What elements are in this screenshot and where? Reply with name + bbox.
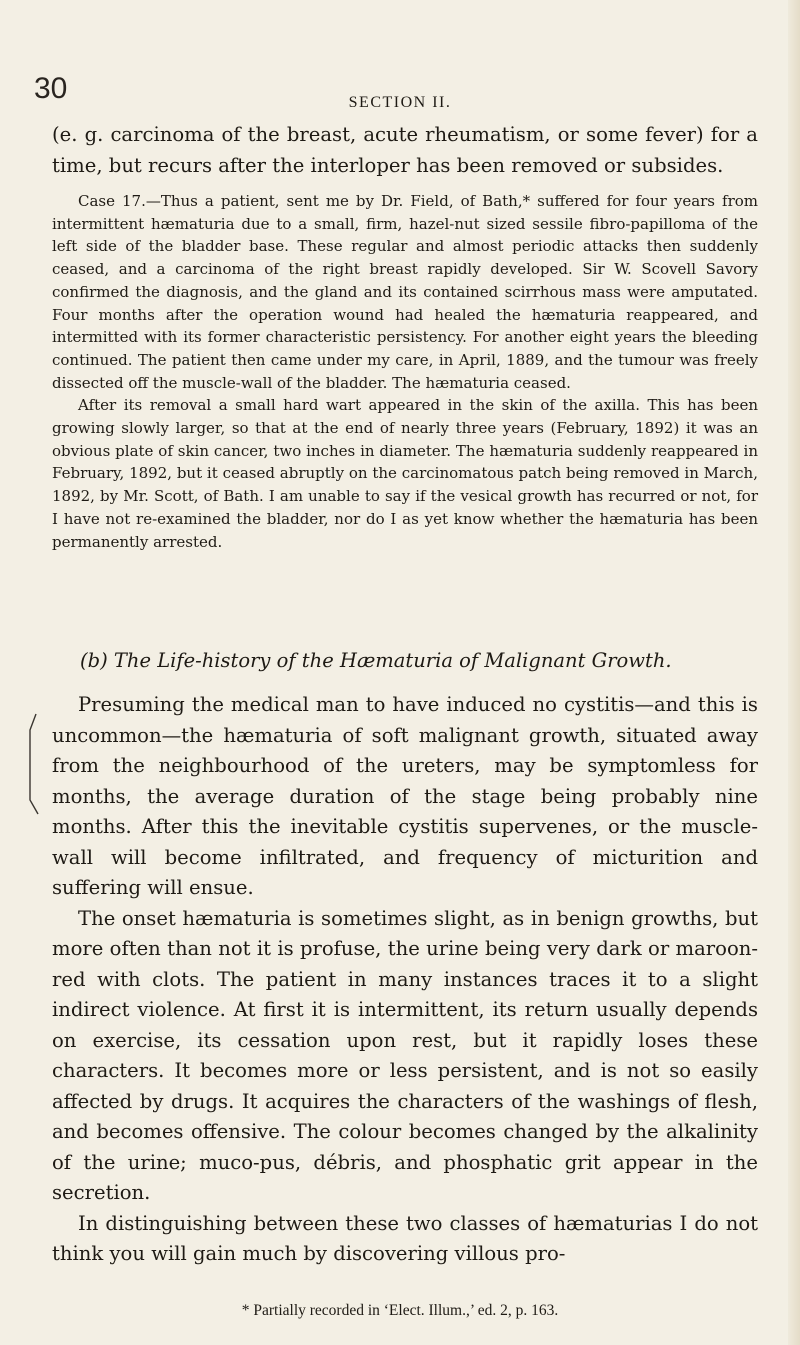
- body-paragraph: In distinguishing between these two classes of hæmaturias I do not think you will gain much by discovering villous pro-: [52, 1211, 758, 1265]
- pencil-margin-mark: [22, 710, 42, 820]
- page-header: [0, 72, 800, 111]
- continuation-paragraph: [52, 120, 758, 181]
- case-paragraph: After its removal a small hard wart appeared in the skin of the axilla. This has been growing slowly larger, so that at the end of nearly three years (February, 1892) it was an obvious plate of skin cancer, two inches in diameter. The hæmaturia suddenly reappeared in February, 1892, but it ceased abruptly on the carcinomatous patch being removed in March, 1892, by Mr. Scott, of Bath. I am unable to say if the vesical growth has recurred or not, for I have not re-examined the bladder, nor do I as yet know whether the hæmaturia has been permanently arrested.: [52, 396, 758, 551]
- page-number: 30: [34, 72, 68, 105]
- case-report: [52, 190, 758, 553]
- body-paragraph: The onset hæmaturia is sometimes slight, as in benign growths, but more often than not it is profuse, the urine being very dark or maroon-red with clots. The patient in many instances traces it to a slight indirect violence. At first it is intermittent, its return usually depends on exercise, its cessation upon rest, but it rapidly loses these characters. It becomes more or less persistent, and is not so easily affected by drugs. It acquires the characters of the washings of flesh, and becomes offensive. The colour becomes changed by the alkalinity of the urine; muco-pus, débris, and phosphatic grit appear in the secretion.: [52, 906, 758, 1204]
- section-subheading: (b) The Life-history of the Hæmaturia of Malignant Growth.: [80, 649, 672, 672]
- running-head: SECTION II.: [348, 94, 452, 111]
- case-paragraph: Case 17.—Thus a patient, sent me by Dr. Field, of Bath,* suffered for four years from intermittent hæmaturia due to a small, firm, hazel-nut sized sessile fibro-papilloma of the left side of the bladder base. These regular and almost periodic attacks then suddenly ceased, and a carcinoma of the right breast rapidly developed. Sir W. Scovell Savory confirmed the diagnosis, and the gland and its contained scirrhous mass were amputated. Four months after the operation wound had healed the hæmaturia reappeared, and intermitted with its former characteristic persistency. For another eight years the bleeding continued. The patient then came under my care, in April, 1889, and the tumour was freely dissected off the muscle-wall of the bladder. The hæmaturia ceased.: [52, 192, 758, 392]
- main-text: [52, 690, 758, 1270]
- continuation-text: (e. g. carcinoma of the breast, acute rheumatism, or some fever) for a time, but recurs after the interloper has been removed or subsides.: [52, 123, 758, 177]
- body-paragraph: Presuming the medical man to have induced no cystitis—and this is uncommon—the hæmaturia of soft malignant growth, situated away from the neighbourhood of the ureters, may be symptomless for months, the average duration of the stage being probably nine months. After this the inevitable cystitis supervenes, or the muscle-wall will become infiltrated, and frequency of micturition and suffering will ensue.: [52, 693, 758, 899]
- page-edge: [788, 0, 800, 1345]
- footnote: * Partially recorded in ‘Elect. Illum.,’ ed. 2, p. 163.: [241, 1302, 559, 1319]
